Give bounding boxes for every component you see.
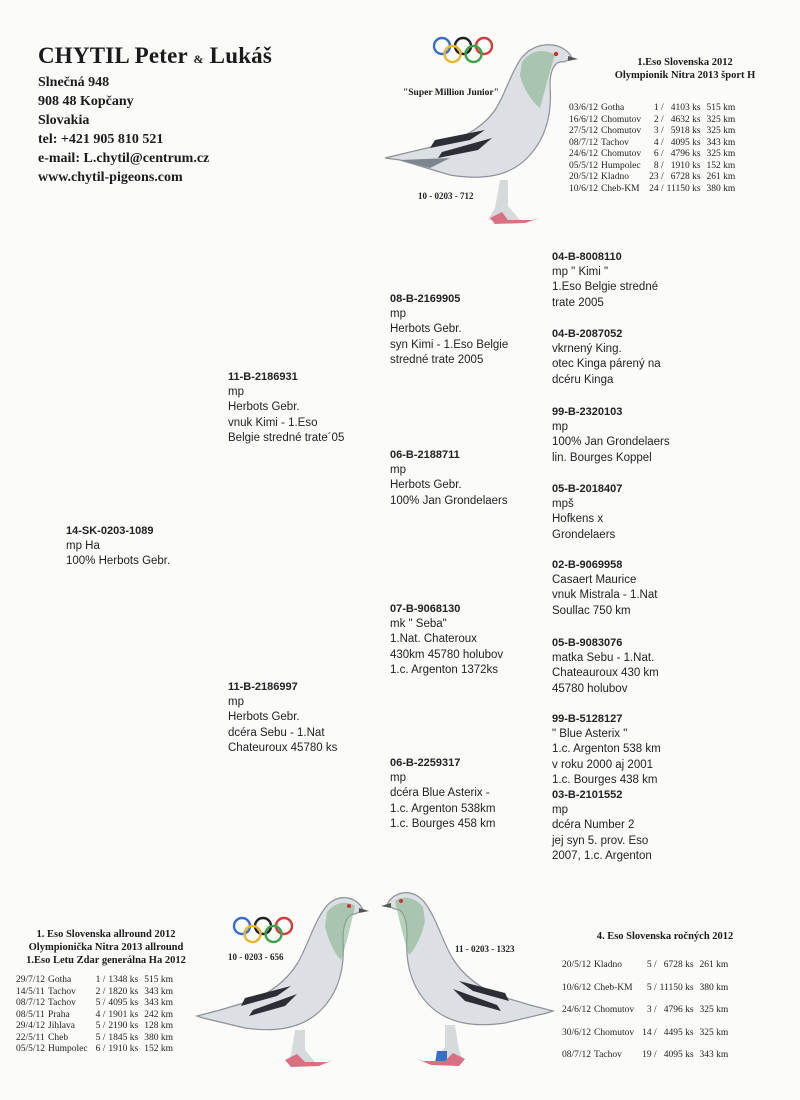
pedigree-ring-number: 06-B-2259317 bbox=[390, 757, 461, 769]
race-date: 08/7/12 bbox=[562, 1050, 592, 1060]
owner-country: Slovakia bbox=[38, 113, 90, 128]
bottom-right-results-table bbox=[562, 960, 731, 1073]
race-place: 4 / bbox=[95, 1009, 106, 1020]
race-date: 08/7/12 bbox=[569, 137, 599, 148]
race-birds: 1901 ks bbox=[108, 1009, 139, 1020]
race-date: 16/6/12 bbox=[569, 114, 599, 125]
race-location: Chomutov bbox=[594, 1005, 635, 1015]
race-location: Cheb bbox=[48, 1032, 69, 1043]
result-row bbox=[16, 998, 176, 1010]
pedigree-info-line: 430km 45780 holubov bbox=[390, 648, 504, 661]
pedigree-info-line: mp " Kimi " bbox=[552, 266, 609, 279]
result-row bbox=[16, 1033, 176, 1045]
race-location: Tachov bbox=[48, 986, 76, 997]
owner-name-part1: CHYTIL Peter bbox=[38, 43, 188, 68]
pedigree-info-line: 1.c. Argenton 1372ks bbox=[390, 663, 499, 676]
pedigree-ring-number: 11-B-2186997 bbox=[228, 681, 298, 693]
race-location: Tachov bbox=[594, 1050, 622, 1060]
race-location: Gotha bbox=[601, 103, 625, 113]
race-location: Gotha bbox=[48, 975, 72, 985]
result-row bbox=[569, 115, 738, 127]
pedigree-ring-number: 07-B-9068130 bbox=[390, 603, 461, 615]
result-row bbox=[569, 138, 738, 150]
race-place: 5 / bbox=[646, 982, 657, 993]
race-distance: 325 km bbox=[706, 126, 736, 136]
race-birds: 4103 ks bbox=[670, 103, 701, 113]
pedigree-info-line: dcéru Kinga bbox=[552, 373, 614, 386]
bottom-left-results-table bbox=[16, 975, 176, 1056]
pedigree-dsd bbox=[552, 636, 659, 697]
owner-email: e-mail: L.chytil@centrum.cz bbox=[38, 151, 210, 166]
pedigree-info-line: jej syn 5. prov. Eso bbox=[552, 834, 649, 847]
result-row bbox=[569, 172, 738, 184]
owner-web[interactable]: www.chytil-pigeons.com bbox=[38, 170, 183, 185]
race-place: 3 / bbox=[646, 1005, 657, 1015]
pedigree-info-line: 1.c. Argenton 538 km bbox=[552, 743, 661, 756]
race-birds: 4632 ks bbox=[670, 114, 701, 125]
pedigree-info-line: vkrnený King. bbox=[552, 343, 622, 356]
race-date: 24/6/12 bbox=[562, 1005, 592, 1015]
race-place: 2 / bbox=[653, 114, 664, 125]
race-date: 22/5/11 bbox=[16, 1032, 45, 1043]
race-location: Chomutov bbox=[601, 114, 642, 125]
bottom-right-pigeon-photo bbox=[375, 885, 555, 1075]
pedigree-info-line: Soullac 750 km bbox=[552, 604, 631, 617]
pedigree-info-line: mpš bbox=[552, 498, 574, 511]
pedigree-ring-number: 05-B-2018407 bbox=[552, 483, 623, 495]
race-place: 4 / bbox=[653, 137, 664, 148]
race-location: Chomutov bbox=[601, 149, 642, 159]
pedigree-info-line: dcéra Blue Asterix - bbox=[390, 787, 490, 800]
race-birds: 11150 ks bbox=[659, 982, 694, 993]
pedigree-ring-number: 03-B-2101552 bbox=[552, 789, 623, 801]
race-distance: 380 km bbox=[699, 982, 729, 993]
race-birds: 2190 ks bbox=[108, 1021, 139, 1031]
race-location: Cheb-KM bbox=[601, 183, 640, 194]
main-pigeon-photo bbox=[380, 30, 580, 230]
pedigree-sire bbox=[228, 370, 344, 446]
owner-name bbox=[38, 42, 338, 73]
pedigree-info-line: mp bbox=[390, 308, 406, 321]
race-birds: 4095 ks bbox=[670, 137, 701, 148]
race-place: 1 / bbox=[653, 103, 664, 113]
owner-name-amp: & bbox=[193, 52, 204, 66]
race-distance: 325 km bbox=[699, 1027, 729, 1038]
bottom-left-title2: Olympionička Nitra 2013 allround bbox=[28, 942, 184, 953]
pedigree-info-line: 100% Jan Grondelaers bbox=[390, 494, 508, 507]
pedigree-info-line: 100% Herbots Gebr. bbox=[66, 555, 171, 568]
bottom-left-title3: 1.Eso Letu Zdar generálna Ha 2012 bbox=[26, 955, 186, 966]
owner-city: 908 48 Kopčany bbox=[38, 94, 134, 109]
pedigree-info-line: Herbots Gebr. bbox=[228, 401, 300, 414]
pedigree-info-line: Belgie stredné trate´05 bbox=[228, 431, 345, 444]
race-birds: 11150 ks bbox=[666, 183, 701, 194]
pedigree-info-line: 1.c. Bourges 438 km bbox=[552, 773, 658, 786]
main-pigeon-results-table bbox=[569, 103, 738, 195]
pedigree-info-line: mp bbox=[228, 696, 244, 709]
race-date: 08/7/12 bbox=[16, 998, 46, 1008]
main-pigeon-title1: 1.Eso Slovenska 2012 bbox=[637, 57, 733, 68]
race-location: Cheb-KM bbox=[594, 982, 633, 993]
pedigree-ring-number: 11-B-2186931 bbox=[228, 371, 298, 383]
owner-name-part2: Lukáš bbox=[209, 43, 273, 68]
result-row bbox=[569, 126, 738, 138]
race-place: 6 / bbox=[653, 149, 664, 159]
bottom-left-pigeon-photo bbox=[195, 890, 375, 1075]
bottom-right-titles bbox=[565, 930, 765, 943]
pedigree-info-line: dcéra Sebu - 1.Nat bbox=[228, 726, 325, 739]
owner-block bbox=[38, 42, 338, 187]
pedigree-info-line: Chateauroux 430 km bbox=[552, 667, 659, 680]
pedigree-info-line: 45780 holubov bbox=[552, 682, 628, 695]
race-distance: 380 km bbox=[144, 1032, 173, 1043]
race-location: Kladno bbox=[601, 172, 629, 182]
race-birds: 1845 ks bbox=[108, 1032, 139, 1043]
pedigree-ring-number: 04-B-2087052 bbox=[552, 328, 623, 340]
race-distance: 325 km bbox=[706, 149, 736, 159]
race-location: Tachov bbox=[48, 998, 76, 1008]
pedigree-info-line: mk " Seba" bbox=[390, 618, 447, 631]
pedigree-ring-number: 04-B-8008110 bbox=[552, 251, 622, 263]
pedigree-info-line: 100% Jan Grondelaers bbox=[552, 436, 670, 449]
race-place: 3 / bbox=[653, 126, 664, 136]
pedigree-info-line: mp bbox=[228, 386, 244, 399]
race-place: 6 / bbox=[95, 1044, 106, 1054]
pedigree-info-line: vnuk Mistrala - 1.Nat bbox=[552, 589, 658, 602]
race-location: Humpolec bbox=[601, 160, 641, 171]
race-location: Humpolec bbox=[48, 1044, 88, 1054]
pedigree-info-line: mp bbox=[390, 772, 406, 785]
race-date: 10/6/12 bbox=[569, 183, 599, 194]
pedigree-info-line: otec Kinga párený na bbox=[552, 358, 661, 371]
race-date: 03/6/12 bbox=[569, 103, 599, 113]
race-location: Chomutov bbox=[594, 1027, 635, 1038]
race-place: 24 / bbox=[649, 183, 664, 194]
race-date: 08/5/11 bbox=[16, 1009, 45, 1020]
pedigree-info-line: v roku 2000 aj 2001 bbox=[552, 758, 654, 771]
result-row bbox=[16, 987, 176, 999]
race-place: 19 / bbox=[642, 1050, 657, 1060]
pedigree-info-line: Grondelaers bbox=[552, 528, 616, 541]
race-distance: 515 km bbox=[706, 103, 736, 113]
pedigree-ring-number: 99-B-5128127 bbox=[552, 713, 623, 725]
pedigree-info-line: Chateuroux 45780 ks bbox=[228, 741, 338, 754]
pedigree-dam-dam bbox=[390, 756, 495, 832]
race-location: Kladno bbox=[594, 960, 622, 970]
result-row bbox=[569, 103, 738, 115]
result-row bbox=[562, 1050, 731, 1073]
pedigree-info-line: Hofkens x bbox=[552, 513, 604, 526]
race-distance: 343 km bbox=[706, 137, 736, 148]
pedigree-info-line: syn Kimi - 1.Eso Belgie bbox=[390, 338, 509, 351]
pedigree-ring-number: 05-B-9083076 bbox=[552, 637, 623, 649]
race-birds: 6728 ks bbox=[670, 172, 701, 182]
main-pigeon-nickname: "Super Million Junior" bbox=[403, 88, 499, 98]
race-place: 5 / bbox=[646, 960, 657, 970]
race-birds: 5918 ks bbox=[670, 126, 701, 136]
pedigree-info-line: vnuk Kimi - 1.Eso bbox=[228, 416, 318, 429]
race-birds: 4095 ks bbox=[663, 1050, 694, 1060]
pedigree-info-line: Casaert Maurice bbox=[552, 574, 637, 587]
pedigree-info-line: mp bbox=[552, 421, 568, 434]
result-row bbox=[16, 1021, 176, 1033]
result-row bbox=[16, 1010, 176, 1022]
race-distance: 515 km bbox=[144, 975, 173, 985]
race-birds: 1820 ks bbox=[108, 986, 139, 997]
result-row bbox=[562, 960, 731, 983]
race-date: 27/5/12 bbox=[569, 126, 599, 136]
pedigree-info-line: 1.Nat. Chateroux bbox=[390, 633, 477, 646]
race-distance: 325 km bbox=[699, 1005, 729, 1015]
result-row bbox=[562, 1005, 731, 1028]
race-birds: 1910 ks bbox=[108, 1044, 139, 1054]
race-birds: 4796 ks bbox=[670, 149, 701, 159]
result-row bbox=[569, 149, 738, 161]
race-place: 5 / bbox=[95, 1032, 106, 1043]
pedigree-info-line: trate 2005 bbox=[552, 296, 604, 309]
result-row bbox=[569, 161, 738, 173]
race-date: 30/6/12 bbox=[562, 1027, 592, 1038]
pedigree-info-line: 2007, 1.c. Argenton bbox=[552, 849, 652, 862]
race-place: 1 / bbox=[95, 975, 106, 985]
race-birds: 4796 ks bbox=[663, 1005, 694, 1015]
pedigree-info-line: mp bbox=[390, 464, 406, 477]
pedigree-info-line: 1.c. Argenton 538km bbox=[390, 802, 496, 815]
bottom-left-ring: 10 - 0203 - 656 bbox=[228, 952, 284, 962]
race-distance: 325 km bbox=[706, 114, 736, 125]
pedigree-sire-sire bbox=[390, 292, 508, 368]
pedigree-info-line: Herbots Gebr. bbox=[228, 711, 300, 724]
pedigree-dam bbox=[228, 680, 337, 756]
main-pigeon-title2: Olympionik Nitra 2013 šport H bbox=[614, 70, 756, 81]
result-row bbox=[562, 983, 731, 1006]
race-birds: 1910 ks bbox=[670, 160, 701, 171]
pedigree-info-line: stredné trate 2005 bbox=[390, 353, 484, 366]
pedigree-ring-number: 99-B-2320103 bbox=[552, 406, 623, 418]
race-distance: 128 km bbox=[144, 1021, 173, 1031]
bottom-right-title1: 4. Eso Slovenska ročných 2012 bbox=[596, 931, 734, 942]
race-date: 14/5/11 bbox=[16, 986, 45, 997]
owner-street: Slnečná 948 bbox=[38, 75, 110, 90]
race-location: Praha bbox=[48, 1009, 70, 1020]
pedigree-ring-number: 02-B-9069958 bbox=[552, 559, 623, 571]
pedigree-info-line: Herbots Gebr. bbox=[390, 323, 462, 336]
pedigree-sds bbox=[552, 405, 670, 466]
race-place: 8 / bbox=[653, 160, 664, 171]
race-date: 24/6/12 bbox=[569, 149, 599, 159]
pedigree-info-line: 1.c. Bourges 458 km bbox=[390, 817, 496, 830]
result-row bbox=[562, 1028, 731, 1051]
race-location: Chomutov bbox=[601, 126, 642, 136]
race-place: 23 / bbox=[649, 172, 664, 182]
race-birds: 6728 ks bbox=[663, 960, 694, 970]
race-place: 5 / bbox=[95, 998, 106, 1008]
pedigree-ring-number: 06-B-2188711 bbox=[390, 449, 460, 461]
race-distance: 152 km bbox=[144, 1044, 173, 1054]
main-pigeon-ring: 10 - 0203 - 712 bbox=[418, 191, 474, 201]
race-distance: 152 km bbox=[706, 160, 736, 171]
race-birds: 4095 ks bbox=[108, 998, 139, 1008]
race-date: 10/6/12 bbox=[562, 982, 592, 993]
pedigree-dss bbox=[552, 558, 657, 619]
pedigree-sdd bbox=[552, 482, 622, 543]
race-distance: 343 km bbox=[144, 986, 173, 997]
race-location: Jihlava bbox=[48, 1021, 75, 1031]
race-date: 20/5/12 bbox=[569, 172, 599, 182]
pedigree-info-line: lin. Bourges Koppel bbox=[552, 451, 652, 464]
race-date: 29/4/12 bbox=[16, 1021, 46, 1031]
pedigree-info-line: matka Sebu - 1.Nat. bbox=[552, 652, 655, 665]
result-row bbox=[569, 184, 738, 196]
race-distance: 261 km bbox=[699, 960, 729, 970]
main-pigeon-titles bbox=[585, 56, 785, 82]
bottom-left-titles bbox=[12, 928, 200, 967]
race-place: 5 / bbox=[95, 1021, 106, 1031]
race-location: Tachov bbox=[601, 137, 629, 148]
pedigree-info-line: " Blue Asterix " bbox=[552, 728, 628, 741]
bottom-left-title1: 1. Eso Slovenska allround 2012 bbox=[36, 929, 176, 940]
pedigree-sss bbox=[552, 250, 658, 311]
race-place: 14 / bbox=[642, 1027, 657, 1038]
pedigree-ddd bbox=[552, 788, 652, 864]
race-date: 29/7/12 bbox=[16, 975, 46, 985]
race-date: 05/5/12 bbox=[569, 160, 599, 171]
pedigree-info-line: Herbots Gebr. bbox=[390, 479, 462, 492]
result-row bbox=[16, 975, 176, 987]
pedigree-subject bbox=[66, 524, 170, 570]
race-birds: 4495 ks bbox=[663, 1027, 694, 1038]
race-distance: 261 km bbox=[706, 172, 736, 182]
race-distance: 242 km bbox=[144, 1009, 173, 1020]
pedigree-info-line: 1.Eso Belgie stredné bbox=[552, 281, 659, 294]
pedigree-info-line: mp bbox=[552, 804, 568, 817]
bottom-right-ring: 11 - 0203 - 1323 bbox=[455, 944, 515, 954]
pedigree-info-line: dcéra Number 2 bbox=[552, 819, 635, 832]
pedigree-info-line: mp Ha bbox=[66, 540, 100, 553]
pedigree-dam-sire bbox=[390, 602, 503, 678]
race-date: 20/5/12 bbox=[562, 960, 592, 970]
pedigree-ssd bbox=[552, 327, 661, 388]
race-distance: 343 km bbox=[699, 1050, 729, 1060]
race-distance: 343 km bbox=[144, 998, 173, 1008]
race-place: 2 / bbox=[95, 986, 106, 997]
owner-tel: tel: +421 905 810 521 bbox=[38, 132, 164, 147]
race-distance: 380 km bbox=[706, 183, 736, 194]
pedigree-ring-number: 08-B-2169905 bbox=[390, 293, 461, 305]
pedigree-sire-dam bbox=[390, 448, 508, 509]
race-birds: 1348 ks bbox=[108, 975, 139, 985]
pedigree-ring-number: 14-SK-0203-1089 bbox=[66, 525, 154, 537]
pedigree-dds bbox=[552, 712, 661, 788]
race-date: 05/5/12 bbox=[16, 1044, 46, 1054]
result-row bbox=[16, 1044, 176, 1056]
